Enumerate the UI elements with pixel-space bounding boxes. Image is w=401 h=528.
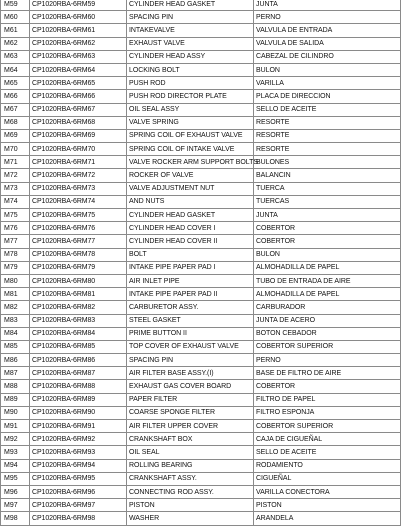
part-number-cell: CP1020RBA-6RM84 <box>30 327 127 340</box>
english-description-cell: CYLINDER HEAD GASKET <box>127 209 254 222</box>
table-row <box>1 37 401 50</box>
part-number-cell: CP1020RBA-6RM64 <box>30 63 127 76</box>
spanish-description-cell: RESORTE <box>254 116 401 129</box>
english-description-cell: ROCKER OF VALVE <box>127 169 254 182</box>
spanish-description-cell: ALMOHADILLA DE PAPEL <box>254 261 401 274</box>
spanish-description-cell: BULON <box>254 248 401 261</box>
spanish-description-cell: RESORTE <box>254 129 401 142</box>
english-description-cell: INTAKEVALVE <box>127 24 254 37</box>
part-number-cell: CP1020RBA-6RM61 <box>30 24 127 37</box>
english-description-cell: PRIME BUTTON II <box>127 327 254 340</box>
part-number-cell: CP1020RBA-6RM88 <box>30 380 127 393</box>
item-code-cell: M89 <box>1 393 30 406</box>
spanish-description-cell: RESORTE <box>254 143 401 156</box>
item-code-cell: M60 <box>1 11 30 24</box>
spanish-description-cell: JUNTA <box>254 209 401 222</box>
part-number-cell: CP1020RBA-6RM75 <box>30 209 127 222</box>
english-description-cell: INTAKE PIPE PAPER PAD I <box>127 261 254 274</box>
item-code-cell: M87 <box>1 367 30 380</box>
english-description-cell: PAPER FILTER <box>127 393 254 406</box>
english-description-cell: AIR FILTER BASE ASSY.(I) <box>127 367 254 380</box>
item-code-cell: M85 <box>1 340 30 353</box>
item-code-cell: M97 <box>1 499 30 512</box>
part-number-cell: CP1020RBA-6RM76 <box>30 222 127 235</box>
spanish-description-cell: RODAMIENTO <box>254 459 401 472</box>
table-row <box>1 340 401 353</box>
item-code-cell: M67 <box>1 103 30 116</box>
english-description-cell: SPACING PIN <box>127 354 254 367</box>
table-row <box>1 327 401 340</box>
item-code-cell: M64 <box>1 63 30 76</box>
english-description-cell: OIL SEAL ASSY <box>127 103 254 116</box>
part-number-cell: CP1020RBA-6RM85 <box>30 340 127 353</box>
part-number-cell: CP1020RBA-6RM87 <box>30 367 127 380</box>
spanish-description-cell: TUERCAS <box>254 195 401 208</box>
part-number-cell: CP1020RBA-6RM83 <box>30 314 127 327</box>
spanish-description-cell: BULON <box>254 63 401 76</box>
english-description-cell: AND NUTS <box>127 195 254 208</box>
item-code-cell: M90 <box>1 406 30 419</box>
table-row <box>1 288 401 301</box>
table-row <box>1 406 401 419</box>
english-description-cell: STEEL GASKET <box>127 314 254 327</box>
item-code-cell: M98 <box>1 512 30 525</box>
spanish-description-cell: VALVULA DE SALIDA <box>254 37 401 50</box>
english-description-cell: CYLINDER HEAD ASSY <box>127 50 254 63</box>
item-code-cell: M71 <box>1 156 30 169</box>
table-row <box>1 380 401 393</box>
table-row <box>1 459 401 472</box>
table-row <box>1 116 401 129</box>
table-row <box>1 472 401 485</box>
part-number-cell: CP1020RBA-6RM91 <box>30 420 127 433</box>
table-row <box>1 420 401 433</box>
table-row <box>1 50 401 63</box>
item-code-cell: M66 <box>1 90 30 103</box>
part-number-cell: CP1020RBA-6RM70 <box>30 143 127 156</box>
item-code-cell: M91 <box>1 420 30 433</box>
part-number-cell: CP1020RBA-6RM79 <box>30 261 127 274</box>
part-number-cell: CP1020RBA-6RM80 <box>30 274 127 287</box>
part-number-cell: CP1020RBA-6RM82 <box>30 301 127 314</box>
spanish-description-cell: CABEZAL DE CILINDRO <box>254 50 401 63</box>
table-row <box>1 156 401 169</box>
table-row <box>1 182 401 195</box>
part-number-cell: CP1020RBA-6RM74 <box>30 195 127 208</box>
english-description-cell: CRANKSHAFT BOX <box>127 433 254 446</box>
spanish-description-cell: BALANCIN <box>254 169 401 182</box>
part-number-cell: CP1020RBA-6RM67 <box>30 103 127 116</box>
spanish-description-cell: FILTRO ESPONJA <box>254 406 401 419</box>
table-row <box>1 24 401 37</box>
part-number-cell: CP1020RBA-6RM97 <box>30 499 127 512</box>
item-code-cell: M74 <box>1 195 30 208</box>
item-code-cell: M96 <box>1 485 30 498</box>
english-description-cell: EXHAUST GAS COVER BOARD <box>127 380 254 393</box>
spanish-description-cell: COBERTOR <box>254 380 401 393</box>
english-description-cell: TOP COVER OF EXHAUST VALVE <box>127 340 254 353</box>
part-number-cell: CP1020RBA-6RM98 <box>30 512 127 525</box>
item-code-cell: M70 <box>1 143 30 156</box>
table-row <box>1 261 401 274</box>
spanish-description-cell: VALVULA DE ENTRADA <box>254 24 401 37</box>
table-row <box>1 433 401 446</box>
english-description-cell: PUSH ROD DIRECTOR PLATE <box>127 90 254 103</box>
part-number-cell: CP1020RBA-6RM60 <box>30 11 127 24</box>
spanish-description-cell: TUERCA <box>254 182 401 195</box>
item-code-cell: M73 <box>1 182 30 195</box>
english-description-cell: VALVE ADJUSTMENT NUT <box>127 182 254 195</box>
spanish-description-cell: SELLO DE ACEITE <box>254 103 401 116</box>
item-code-cell: M62 <box>1 37 30 50</box>
spanish-description-cell: COBERTOR <box>254 222 401 235</box>
table-row <box>1 77 401 90</box>
table-row <box>1 235 401 248</box>
parts-table-body <box>1 0 401 525</box>
english-description-cell: CYLINDER HEAD COVER II <box>127 235 254 248</box>
part-number-cell: CP1020RBA-6RM93 <box>30 446 127 459</box>
table-row <box>1 485 401 498</box>
part-number-cell: CP1020RBA-6RM94 <box>30 459 127 472</box>
part-number-cell: CP1020RBA-6RM68 <box>30 116 127 129</box>
english-description-cell: PISTON <box>127 499 254 512</box>
english-description-cell: SPRING COIL OF INTAKE VALVE <box>127 143 254 156</box>
table-row <box>1 0 401 11</box>
item-code-cell: M95 <box>1 472 30 485</box>
english-description-cell: CYLINDER HEAD COVER I <box>127 222 254 235</box>
english-description-cell: ROLLING BEARING <box>127 459 254 472</box>
table-row <box>1 393 401 406</box>
spanish-description-cell: BULONES <box>254 156 401 169</box>
item-code-cell: M68 <box>1 116 30 129</box>
spanish-description-cell: COBERTOR SUPERIOR <box>254 340 401 353</box>
table-row <box>1 499 401 512</box>
part-number-cell: CP1020RBA-6RM72 <box>30 169 127 182</box>
item-code-cell: M81 <box>1 288 30 301</box>
item-code-cell: M94 <box>1 459 30 472</box>
spanish-description-cell: SELLO DE ACEITE <box>254 446 401 459</box>
spanish-description-cell: FILTRO DE PAPEL <box>254 393 401 406</box>
table-row <box>1 143 401 156</box>
table-row <box>1 446 401 459</box>
spanish-description-cell: VARILLA <box>254 77 401 90</box>
spanish-description-cell: ALMOHADILLA DE PAPEL <box>254 288 401 301</box>
part-number-cell: CP1020RBA-6RM92 <box>30 433 127 446</box>
spanish-description-cell: PLACA DE DIRECCION <box>254 90 401 103</box>
english-description-cell: COARSE SPONGE FILTER <box>127 406 254 419</box>
table-row <box>1 129 401 142</box>
english-description-cell: AIR INLET PIPE <box>127 274 254 287</box>
english-description-cell: INTAKE PIPE PAPER PAD II <box>127 288 254 301</box>
english-description-cell: WASHER <box>127 512 254 525</box>
item-code-cell: M75 <box>1 209 30 222</box>
table-row <box>1 209 401 222</box>
spanish-description-cell: COBERTOR <box>254 235 401 248</box>
table-row <box>1 90 401 103</box>
spanish-description-cell: ARANDELA <box>254 512 401 525</box>
part-number-cell: CP1020RBA-6RM59 <box>30 0 127 11</box>
part-number-cell: CP1020RBA-6RM69 <box>30 129 127 142</box>
english-description-cell: CRANKSHAFT ASSY. <box>127 472 254 485</box>
part-number-cell: CP1020RBA-6RM65 <box>30 77 127 90</box>
item-code-cell: M69 <box>1 129 30 142</box>
part-number-cell: CP1020RBA-6RM86 <box>30 354 127 367</box>
spanish-description-cell: JUNTA <box>254 0 401 11</box>
part-number-cell: CP1020RBA-6RM62 <box>30 37 127 50</box>
item-code-cell: M82 <box>1 301 30 314</box>
table-row <box>1 222 401 235</box>
item-code-cell: M80 <box>1 274 30 287</box>
table-row <box>1 314 401 327</box>
english-description-cell: LOCKING BOLT <box>127 63 254 76</box>
item-code-cell: M93 <box>1 446 30 459</box>
english-description-cell: AIR FILTER UPPER COVER <box>127 420 254 433</box>
english-description-cell: OIL SEAL <box>127 446 254 459</box>
english-description-cell: PUSH ROD <box>127 77 254 90</box>
item-code-cell: M88 <box>1 380 30 393</box>
table-row <box>1 103 401 116</box>
spanish-description-cell: TUBO DE ENTRADA DE AIRE <box>254 274 401 287</box>
spanish-description-cell: CIGUEÑAL <box>254 472 401 485</box>
english-description-cell: CONNECTING ROD ASSY. <box>127 485 254 498</box>
part-number-cell: CP1020RBA-6RM66 <box>30 90 127 103</box>
table-row <box>1 301 401 314</box>
spanish-description-cell: CAJA DE CIGUEÑAL <box>254 433 401 446</box>
table-row <box>1 354 401 367</box>
table-row <box>1 274 401 287</box>
item-code-cell: M76 <box>1 222 30 235</box>
item-code-cell: M72 <box>1 169 30 182</box>
part-number-cell: CP1020RBA-6RM90 <box>30 406 127 419</box>
table-row <box>1 169 401 182</box>
item-code-cell: M78 <box>1 248 30 261</box>
item-code-cell: M86 <box>1 354 30 367</box>
part-number-cell: CP1020RBA-6RM95 <box>30 472 127 485</box>
english-description-cell: EXHAUST VALVE <box>127 37 254 50</box>
item-code-cell: M83 <box>1 314 30 327</box>
spanish-description-cell: PERNO <box>254 11 401 24</box>
part-number-cell: CP1020RBA-6RM81 <box>30 288 127 301</box>
table-row <box>1 367 401 380</box>
spanish-description-cell: PISTON <box>254 499 401 512</box>
spanish-description-cell: CARBURADOR <box>254 301 401 314</box>
table-row <box>1 11 401 24</box>
item-code-cell: M77 <box>1 235 30 248</box>
spanish-description-cell: COBERTOR SUPERIOR <box>254 420 401 433</box>
spanish-description-cell: VARILLA CONECTORA <box>254 485 401 498</box>
table-row <box>1 63 401 76</box>
part-number-cell: CP1020RBA-6RM89 <box>30 393 127 406</box>
english-description-cell: SPRING COIL OF EXHAUST VALVE <box>127 129 254 142</box>
part-number-cell: CP1020RBA-6RM96 <box>30 485 127 498</box>
english-description-cell: VALVE ROCKER ARM SUPPORT BOLTS <box>127 156 254 169</box>
english-description-cell: CYLINDER HEAD GASKET <box>127 0 254 11</box>
item-code-cell: M79 <box>1 261 30 274</box>
spanish-description-cell: BOTON CEBADOR <box>254 327 401 340</box>
item-code-cell: M92 <box>1 433 30 446</box>
english-description-cell: CARBURETOR ASSY. <box>127 301 254 314</box>
item-code-cell: M84 <box>1 327 30 340</box>
part-number-cell: CP1020RBA-6RM73 <box>30 182 127 195</box>
english-description-cell: BOLT <box>127 248 254 261</box>
table-row <box>1 512 401 525</box>
part-number-cell: CP1020RBA-6RM63 <box>30 50 127 63</box>
part-number-cell: CP1020RBA-6RM78 <box>30 248 127 261</box>
spanish-description-cell: JUNTA DE ACERO <box>254 314 401 327</box>
english-description-cell: VALVE SPRING <box>127 116 254 129</box>
item-code-cell: M61 <box>1 24 30 37</box>
table-row <box>1 195 401 208</box>
spanish-description-cell: PERNO <box>254 354 401 367</box>
part-number-cell: CP1020RBA-6RM77 <box>30 235 127 248</box>
item-code-cell: M63 <box>1 50 30 63</box>
english-description-cell: SPACING PIN <box>127 11 254 24</box>
item-code-cell: M65 <box>1 77 30 90</box>
part-number-cell: CP1020RBA-6RM71 <box>30 156 127 169</box>
table-row <box>1 248 401 261</box>
spanish-description-cell: BASE DE FILTRO DE AIRE <box>254 367 401 380</box>
item-code-cell: M59 <box>1 0 30 11</box>
